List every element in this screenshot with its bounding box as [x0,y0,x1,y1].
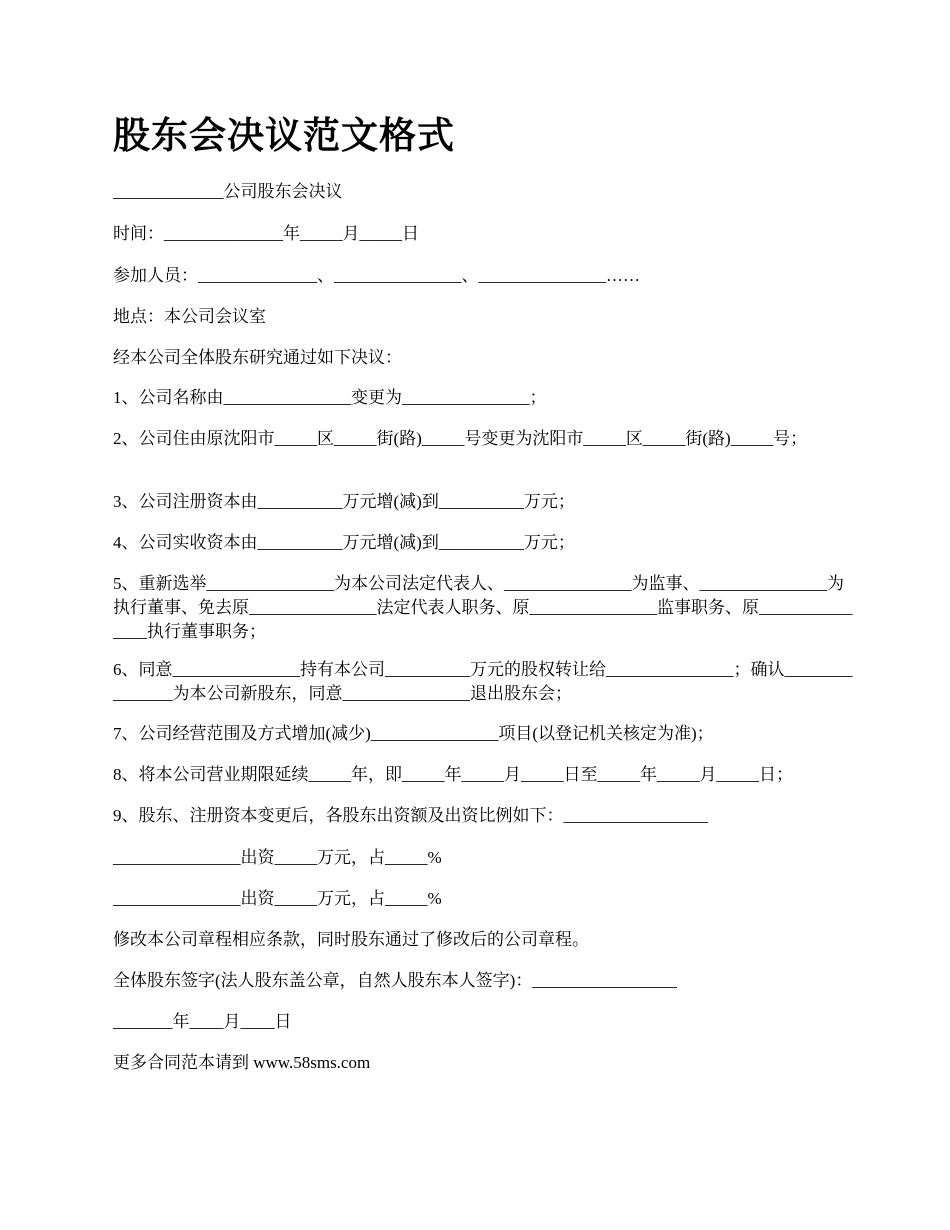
articles-amendment-line: 修改本公司章程相应条款，同时股东通过了修改后的公司章程。 [113,930,589,949]
shareholder-contribution-line: _______________出资_____万元，占_____% [113,889,442,908]
resolution-item-9: 9、股东、注册资本变更后，各股东出资额及出资比例如下：_________________ [113,806,708,825]
resolution-item-3: 3、公司注册资本由__________万元增(减)到__________万元； [113,492,575,511]
resolution-item-6: 6、同意_______________持有本公司__________万元的股权转让给_______________；确认_______________为本公司新股东，同意_______________退出股东会； [113,660,853,703]
signature-date-line: _______年____月____日 [113,1012,292,1031]
resolution-item-1: 1、公司名称由_______________变更为_______________； [113,388,547,407]
signature-line: 全体股东签字(法人股东盖公章，自然人股东本人签字)：_________________ [113,971,677,990]
shareholder-contribution-line: _______________出资_____万元，占_____% [113,848,442,867]
footer-note: 更多合同范本请到 www.58sms.com [113,1053,371,1072]
resolution-item-4: 4、公司实收资本由__________万元增(减)到__________万元； [113,533,575,552]
document-title: 股东会决议范文格式 [113,116,455,157]
resolution-item-5: 5、重新选举_______________为本公司法定代表人、_______________为监事、_______________为执行董事、免去原_______________法定代表人职务、原_______________监事职务、原_______________执行董事职务； [113,574,853,641]
resolution-intro: 经本公司全体股东研究通过如下决议： [113,348,402,367]
resolution-item-8: 8、将本公司营业期限延续_____年，即_____年_____月_____日至_____年_____月_____日； [113,765,793,784]
resolution-item-7: 7、公司经营范围及方式增加(减少)_______________项目(以登记机关核定为准)； [113,724,714,743]
location-line: 地点：本公司会议室 [113,307,266,326]
resolution-item-2: 2、公司住由原沈阳市_____区_____街(路)_____号变更为沈阳市_____区_____街(路)_____号； [113,429,808,448]
meeting-time-line: 时间：______________年_____月_____日 [113,224,419,243]
resolution-heading: _____________公司股东会决议 [113,182,343,201]
attendees-line: 参加人员：______________、_______________、_______________…… [113,266,640,285]
